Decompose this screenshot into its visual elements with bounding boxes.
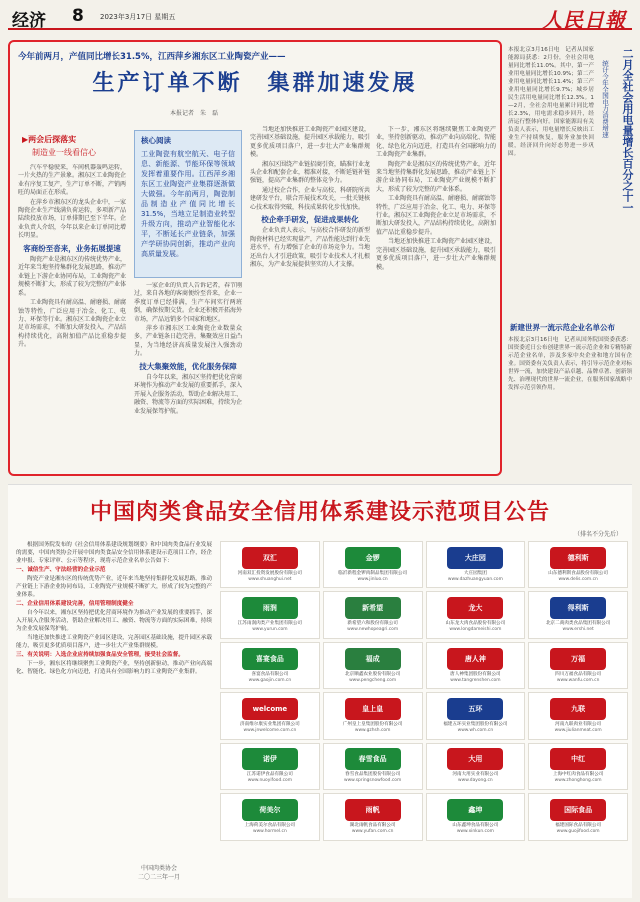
company-website: www.gzhsh.com [354,727,391,733]
company-logo: 得利斯 [550,597,606,619]
company-card [323,692,423,739]
callout-text: 工业陶瓷有航空航天、电子信息、新能源、节能环保等领域发挥着重要作用。江西萍乡湘东区工业陶瓷产业集群逐渐做大做强。今年前两月，陶瓷制品制造业产值同比增长31.5%，当地立足制造业转型升级方向，推动产业智能化水平，不断延长产业链条，加强产学研协同创新，推动产业向高质量发展。 [141,150,235,258]
ribbon-main: ▶两会后探落实 [22,135,77,144]
company-card [528,591,628,638]
company-name: 河南双汇投资发展股份有限公司 [237,570,303,576]
company-website: www.wh.com.cn [457,727,494,733]
company-website: www.ershi.net [562,627,594,633]
lead-headline: 生产订单不断 集群加速发展 [92,71,418,96]
column-ribbon [22,134,122,158]
company-website: www.springsnowfood.com [343,778,402,784]
company-website: www.zhonghong.com [554,778,602,784]
newspaper-logo: 人民日報 [542,8,626,32]
company-name: 上海中红肉食品有限公司 [552,772,604,778]
company-name: 山东德利斯食品股份有限公司 [548,570,608,576]
company-logo: 雨润 [242,597,298,619]
company-logo: 大庄园 [447,547,503,569]
company-card [528,692,628,739]
article-column-1: 汽车平稳驶来，车间机器轰鸣运转，一片火热的生产景象。湘东区工业陶瓷企业有序复工复产，生产订单不断，产销两旺的局面正在形成。 在萍乡市湘东区的龙头企业中，一家陶瓷企业生产线满负荷运转，多项新产品陆续投放市场，订单排期已至下半年。企业负责人介绍，今年以来企业订单同比增长明显。 客商纷至沓来，业务拓展提速 陶瓷产业是湘东区的传统优势产业，近年来当地坚持集群化发展思路，推动产业链上下游企业协同布局，工业陶瓷产业规模不断扩大，形成了较为完整的产业体系。 工业陶瓷具有耐高温、耐磨损、耐腐蚀等特性，广泛应用于冶金、化工、电力、环保等行业。湘东区工业陶瓷企业立足市场需求，不断加大研发投入，产品结构持续优化，高附加值产品比重稳步提升。 [18,164,126,349]
company-logo: 春雪食品 [345,748,401,770]
company-logo: 雨帆 [345,799,401,821]
company-name: 上海荷美尔食品有限公司 [244,822,296,828]
company-website: www.jnwelcome.com.cn [243,727,297,733]
company-card [426,591,526,638]
ribbon-sub: 制造业一线看信心 [32,148,96,157]
footer-date: 二〇二三年一月 [137,874,180,881]
company-logo: 五环 [447,698,503,720]
company-card [528,642,628,689]
company-website: www.pengcheng.com [349,677,397,683]
company-logo: 唐人神 [447,648,503,670]
company-name: 福建五环实业集团股份有限公司 [443,721,508,727]
company-website: www.delis.com.cn [558,576,598,582]
company-logo: 喜宴食品 [242,648,298,670]
company-website: www.jiulianmeat.com [554,727,602,733]
company-name: 唐人神集团股份有限公司 [450,671,501,677]
company-name: 济南维尔康实业集团有限公司 [240,721,300,727]
company-card [528,541,628,588]
company-logo-grid [220,541,628,891]
company-name: 临沂新程金锣肉制品集团有限公司 [338,570,408,576]
company-website: www.yufan.com.cn [351,828,394,834]
subhead-1: 客商纷至沓来，业务拓展提速 [23,243,121,253]
company-website: www.dazhuangyuan.com [447,576,503,582]
company-card [220,793,320,840]
side-article-1: 本报北京3月16日电 记者从国家能源局获悉：2月份，全社会用电量同比增长11.0%。其中，第一产业用电量同比增长10.9%；第二产业用电量同比增长11.4%；第三产业用电量同比增长9.7%；城乡居民生活用电量同比增长12.3%。1—2月，全社会用电量累计同比增长2.3%，用电需求稳步回升，经济运行整体向好。国家能源局有关负责人表示，用电量增长反映出工业生产持续恢复，服务业加快回暖，经济回升向好态势进一步巩固。 [508,47,594,157]
company-name: 春雪食品集团股份有限公司 [345,772,401,778]
company-name: 大庄园集团 [463,570,487,576]
company-logo: 万福 [550,648,606,670]
company-website: www.shuanghui.net [248,576,292,582]
company-card [323,642,423,689]
company-logo: 大用 [447,748,503,770]
company-website: www.dayong.cn [458,778,493,784]
masthead [8,6,632,30]
side-article-2: 本报北京3月16日电 记者从国务院国资委获悉：国资委近日公布创建世界一流示范企业和专精特新示范企业名单，涉及多家中央企业和地方国有企业。国资委有关负责人表示，将引导示范企业对标世界一流，加快建设产品卓越、品牌卓著、创新领先、治理现代的世界一流企业，在服务国家战略中发挥示范引领作用。 [508,337,632,391]
company-logo: 鑫坤 [447,799,503,821]
side-vertical-subhead: 统计今年全国电力消费增速 [601,60,609,138]
company-card [323,743,423,790]
company-name: 北京顺鑫农业股份有限公司 [345,671,401,677]
company-logo: 新希望 [345,597,401,619]
ad-body-text: 根据国务院发布的《社会信用体系建设规划纲要》和中国肉类食品行业发展的需要，中国肉类协会开展中国肉类食品安全信用体系建设示范项目工作，经企业申报、专家评审、公示等程序，现将示范企业名单公告如下： 一、诚信生产、守法经营的企业示范 陶瓷产业是湘东区的传统优势产业，近年来当地坚持集群化发展思路，推动产业链上下游企业协同布局，工业陶瓷产业规模不断扩大，形成了较为完整的产业体系。 二、企业信用体系建设完善，信用管理制度健全 自今年以来，湘东区坚持把优化营商环境作为推动产业发展的重要抓手，深入开展入企服务活动，帮助企业解决用工、融资、物流等方面的实际困难，持续为企业发展保驾护航。 当地还加快推进工业陶瓷产业园区建设，完善园区基础设施，提升园区承载能力，吸引更多优质项目落户，进一步壮大产业集群规模。 三、有关说明：入选企业应持续加强食品安全管理，接受社会监督。 下一步，湘东区将继续聚焦工业陶瓷产业，坚持创新驱动，推动产业向高端化、智能化、绿色化方向迈进，打造具有全国影响力的工业陶瓷产业集群。 [16,542,212,675]
company-logo: 皇上皇 [345,698,401,720]
company-card [220,743,320,790]
company-logo: 金锣 [345,547,401,569]
company-card [426,541,526,588]
company-name: 湖北雨帆食品有限公司 [349,822,396,828]
article-column-3: 当地还加快推进工业陶瓷产业园区建设，完善园区基础设施，提升园区承载能力，吸引更多优质项目落户，进一步壮大产业集群规模。 湘东区围绕产业链招商引资，瞄准行业龙头企业和配套企业，精准对接，不断延链补链强链，提高产业集群的整体竞争力。 通过校企合作，企业与高校、科研院所共建研发平台，联合开展技术攻关，一批关键核心技术取得突破，科技成果转化步伐加快。 校企牵手研发，促进成果转化 企业负责人表示，与高校合作研发的新型陶瓷材料已经实现量产，产品性能达到行业先进水平，有力增强了企业的市场竞争力。当地还出台人才引进政策，吸引专业技术人才扎根湘东，为产业发展提供坚实的人才支撑。 [250,126,370,269]
company-card [323,793,423,840]
advertisement-notice[interactable] [8,484,632,898]
company-name: 江苏雨润肉类产业集团有限公司 [237,621,303,627]
company-card [323,541,423,588]
company-name: 山东龙大肉食品股份有限公司 [445,621,506,627]
company-name: 四川万福食品有限公司 [555,671,602,677]
company-logo: 双汇 [242,547,298,569]
company-card [426,692,526,739]
company-website: www.yurun.com [252,627,288,633]
subhead-2: 技大集聚效能，优化服务保障 [139,361,237,371]
article-column-2: 一家企业的负责人告诉记者，春节刚过，来自各地的客商便纷至沓来，企业一季度订单已经排满，生产车间实行两班倒，确保按期交货。企业还积极开拓海外市场，产品远销多个国家和地区。 萍乡市湘东区工业陶瓷企业数量众多，产业链条日趋完善，集聚效应日益凸显，为当地经济高质量发展注入强劲动力。 技大集聚效能，优化服务保障 自今年以来，湘东区坚持把优化营商环境作为推动产业发展的重要抓手，深入开展入企服务活动，帮助企业解决用工、融资、物流等方面的实际困难，持续为企业发展保驾护航。 [134,282,242,415]
company-card [220,642,320,689]
lead-kicker: 今年前两月，产值同比增长31.5%，江西萍乡湘东区工业陶瓷产业—— [18,52,286,62]
company-name: 山东鑫坤食品有限公司 [452,822,499,828]
company-card [528,793,628,840]
footer-org: 中国肉类协会 [140,865,177,872]
lead-article[interactable] [8,40,502,476]
company-name: 新希望六和股份有限公司 [347,621,398,627]
company-name: 江苏诺伊食品有限公司 [246,772,293,778]
company-website: www.guojifood.com [556,828,600,834]
company-logo: 荷美尔 [242,799,298,821]
lead-byline: 本报记者 朱 磊 [170,110,219,117]
ad-order-note: （排名不分先后） [573,531,622,538]
company-name: 河南大用实业有限公司 [452,772,499,778]
company-logo: 福成 [345,648,401,670]
company-card [220,591,320,638]
company-card [426,642,526,689]
company-logo: 国际食品 [550,799,606,821]
company-logo: 九联 [550,698,606,720]
company-name: 喜宴食品有限公司 [251,671,289,677]
company-name: 北京二商肉类食品集团有限公司 [545,621,611,627]
company-logo: 诺伊 [242,748,298,770]
company-card [323,591,423,638]
company-name: 广州皇上皇集团股份有限公司 [342,721,403,727]
company-card [220,692,320,739]
core-reading-box [134,130,242,278]
company-website: www.wanfu.com.cn [556,677,600,683]
company-website: www.newhopeagri.com [347,627,399,633]
side-headline-2: 新建世界一流示范企业名单公布 [510,323,615,332]
issue-date: 2023年3月17日 星期五 [100,13,176,21]
company-website: www.gaojin.com.cn [248,677,292,683]
company-card [426,793,526,840]
company-website: www.jinluo.cn [357,576,388,582]
company-logo: welcome [242,698,298,720]
company-website: www.nuoyifood.com [247,778,293,784]
callout-title: 核心阅读 [141,136,171,145]
page-number: 8 [72,6,84,26]
company-name: 福建国际食品有限公司 [555,822,602,828]
subhead-3: 校企牵手研发，促进成果转化 [261,215,359,225]
ad-footer [104,863,214,881]
company-website: www.tangrenshen.com [450,677,501,683]
company-card [426,743,526,790]
company-card [220,541,320,588]
company-name: 河南九联肉业有限公司 [555,721,602,727]
side-news[interactable] [508,38,634,476]
company-website: www.xinkun.com [456,828,494,834]
company-logo: 德利斯 [550,547,606,569]
ad-headline: 中国肉类食品安全信用体系建设示范项目公告 [89,500,550,525]
company-card [528,743,628,790]
article-column-4: 下一步，湘东区将继续聚焦工业陶瓷产业，坚持创新驱动，推动产业向高端化、智能化、绿色化方向迈进，打造具有全国影响力的工业陶瓷产业集群。 陶瓷产业是湘东区的传统优势产业，近年来当地坚持集群化发展思路，推动产业链上下游企业协同布局，工业陶瓷产业规模不断扩大，形成了较为完整的产业体系。 工业陶瓷具有耐高温、耐磨损、耐腐蚀等特性，广泛应用于冶金、化工、电力、环保等行业。湘东区工业陶瓷企业立足市场需求，不断加大研发投入，产品结构持续优化，高附加值产品比重稳步提升。 当地还加快推进工业陶瓷产业园区建设，完善园区基础设施，提升园区承载能力，吸引更多优质项目落户，进一步壮大产业集群规模。 [376,126,496,271]
section-name: 经济 [12,11,46,31]
company-logo: 龙大 [447,597,503,619]
side-vertical-headline: 二月全社会用电量增长百分之十一 [621,48,634,213]
company-logo: 中红 [550,748,606,770]
company-website: www.longdameishi.com [449,627,502,633]
company-website: www.hormel.cn [252,828,287,834]
